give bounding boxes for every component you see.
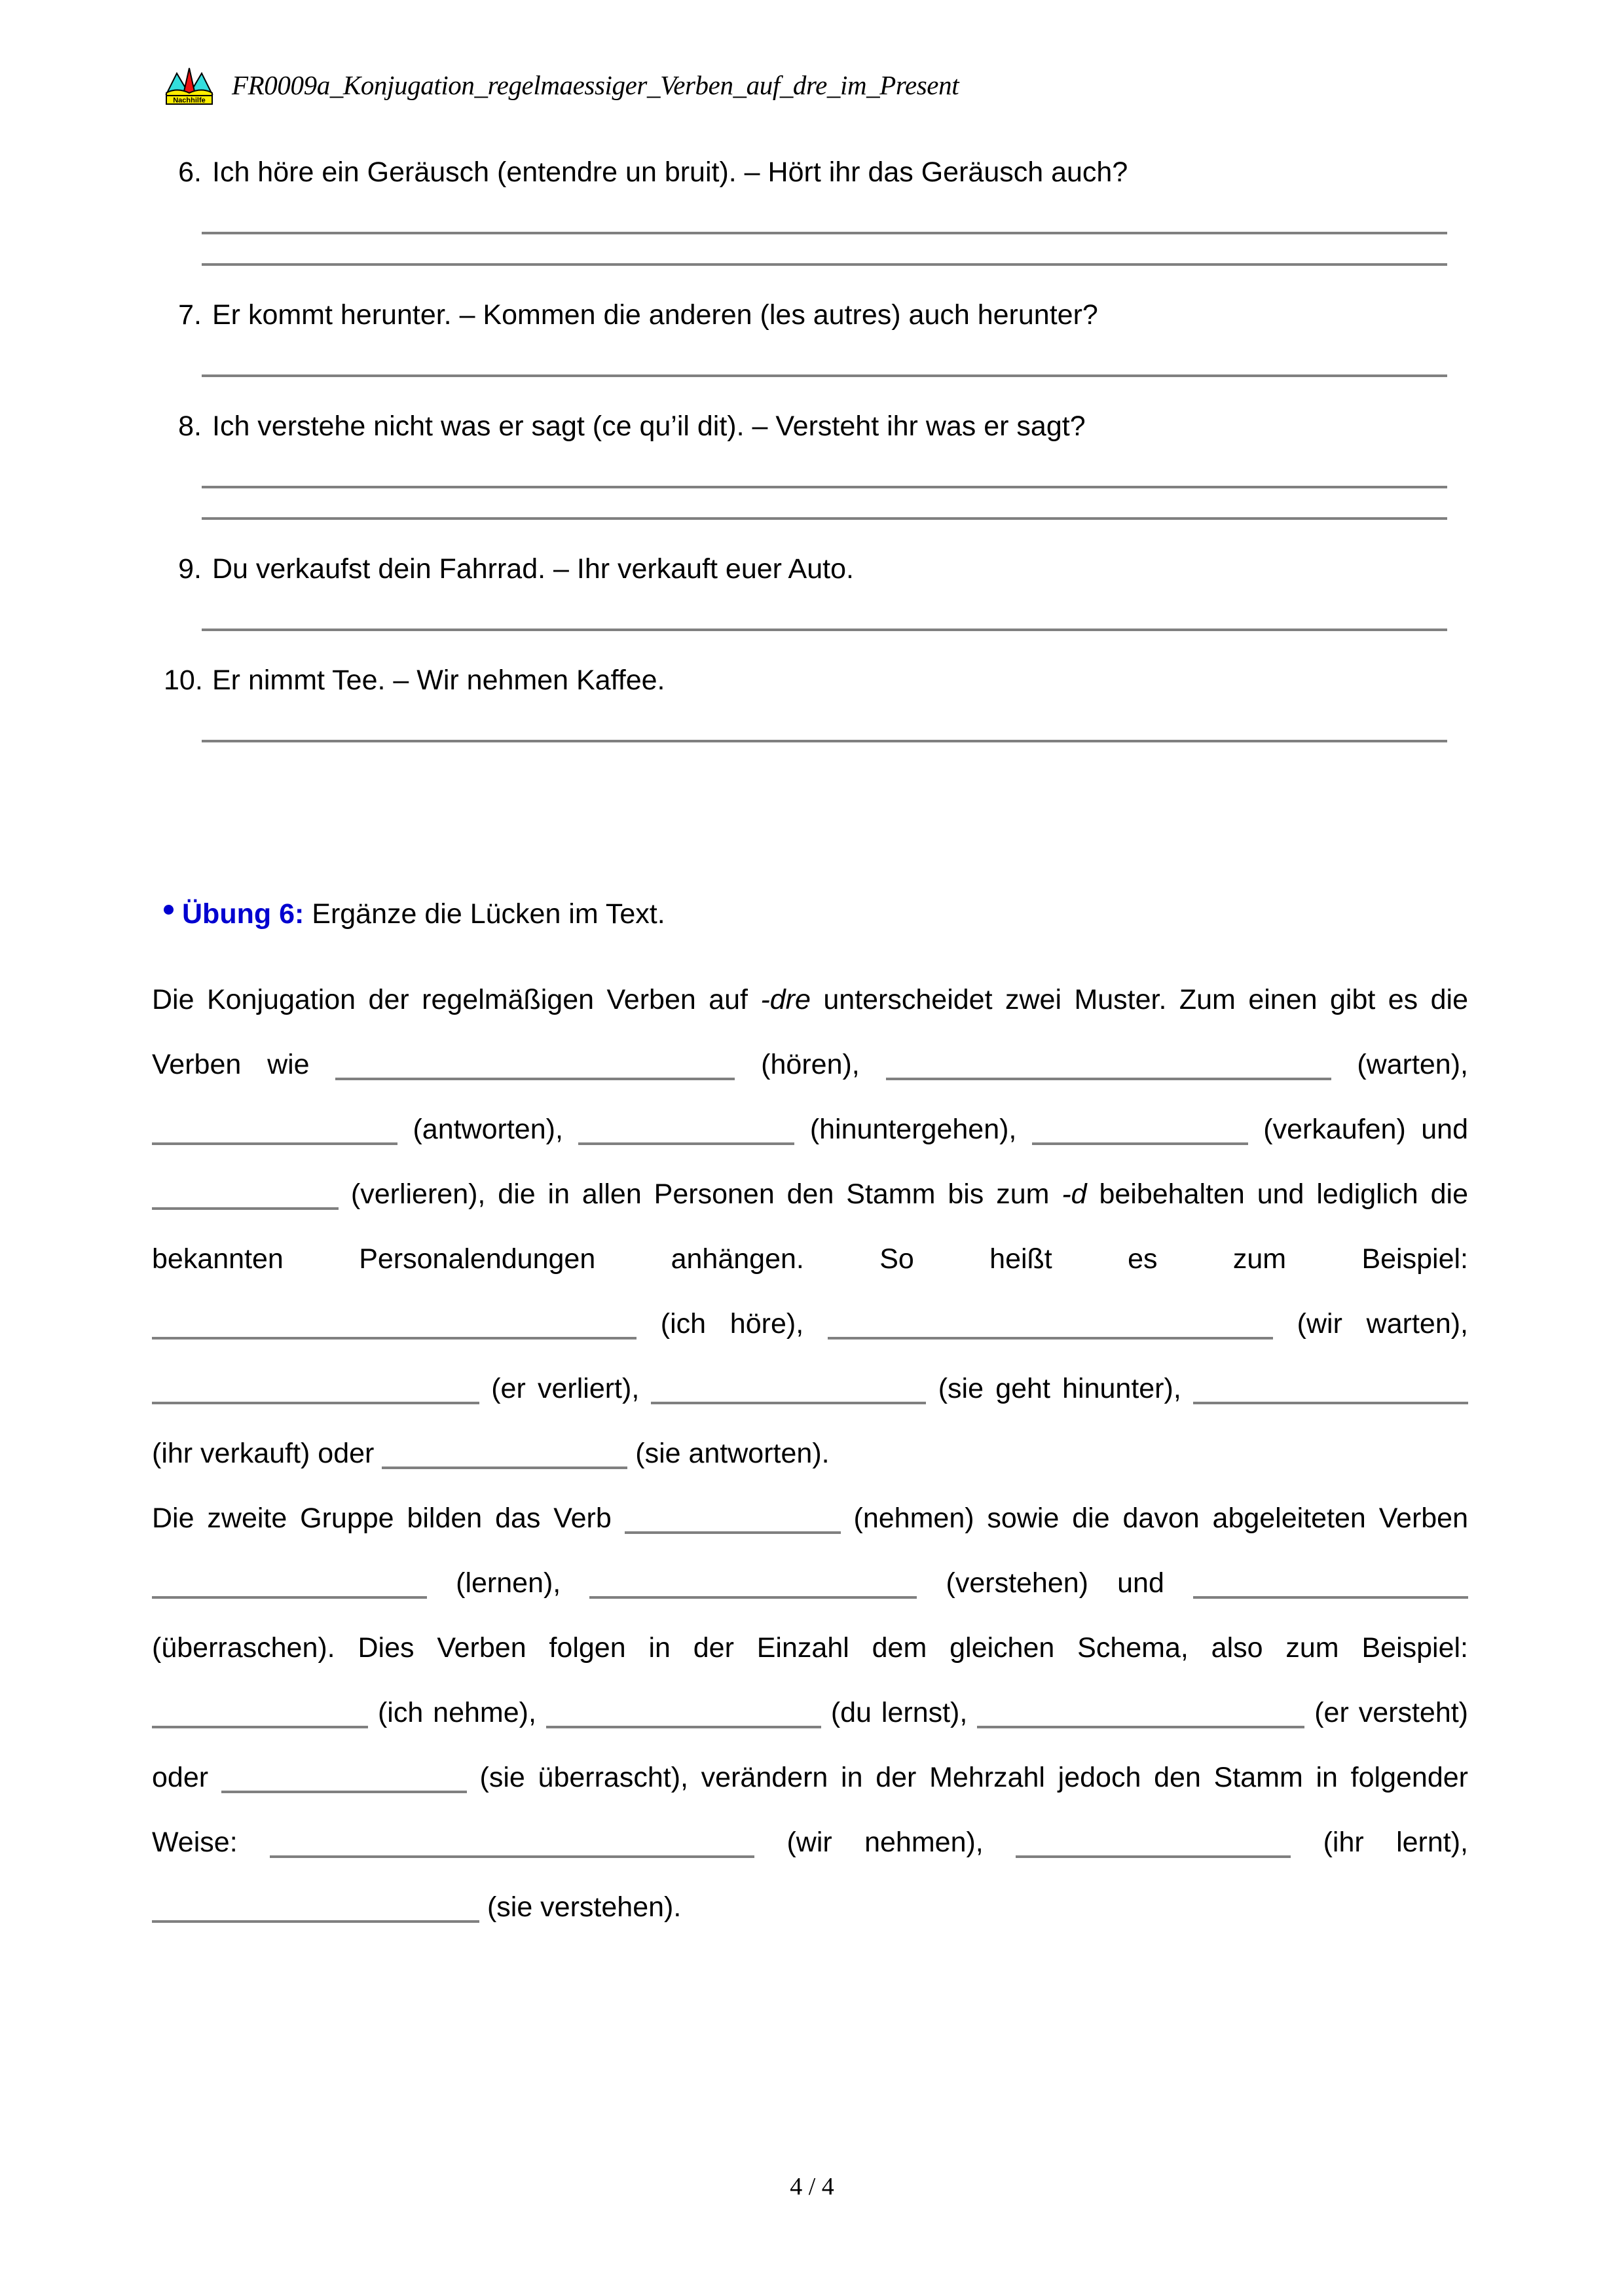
text-run: (er verliert), — [479, 1373, 652, 1404]
exercise-heading — [164, 896, 665, 932]
item-text: Er nimmt Tee. – Wir nehmen Kaffee. — [212, 665, 665, 696]
text-run: (sie verstehen). — [479, 1891, 682, 1923]
text-run: (hören), — [735, 1049, 886, 1080]
text-run: (ihr verkauft) oder — [152, 1438, 382, 1469]
item-number: 10. — [164, 665, 203, 696]
blank-field[interactable] — [382, 1444, 627, 1469]
text-run: (ihr lernt), — [1291, 1827, 1468, 1858]
list-item — [164, 406, 1467, 446]
blank-field[interactable] — [221, 1768, 467, 1793]
text-run: (wir nehmen), — [754, 1827, 1016, 1858]
text-run: (du lernst), — [821, 1697, 978, 1728]
text-run: Die Konjugation der regelmäßigen Verben auf — [152, 984, 761, 1015]
blank-field[interactable] — [152, 1574, 427, 1599]
exercise-label: Übung 6: — [182, 898, 304, 930]
text-run: (verstehen) und — [917, 1567, 1194, 1599]
svg-text:Nachhilfe: Nachhilfe — [173, 96, 206, 105]
item-text: Er kommt herunter. – Kommen die anderen (les autres) auch herunter? — [212, 299, 1098, 331]
blank-field[interactable] — [152, 1898, 479, 1923]
list-item — [164, 549, 1467, 589]
text-run: (sie überrascht), verändern in der Mehrzahl jedoch den Stamm in folgender Weise: — [152, 1762, 1468, 1858]
blank-field[interactable] — [152, 1185, 339, 1210]
page-header — [164, 64, 959, 106]
blank-field[interactable] — [1016, 1833, 1291, 1858]
blank-field[interactable] — [589, 1574, 917, 1599]
text-run: (lernen), — [427, 1567, 590, 1599]
page-footer: 4 / 4 — [790, 2173, 834, 2200]
blank-field[interactable] — [152, 1120, 397, 1145]
gap-fill-text — [152, 968, 1468, 1940]
item-text: Du verkaufst dein Fahrrad. – Ihr verkauft euer Auto. — [212, 553, 854, 585]
text-run: (sie antworten). — [627, 1438, 830, 1469]
text-run: (wir warten), — [1272, 1308, 1468, 1339]
text-run: (warten), — [1331, 1049, 1468, 1080]
item-number: 7. — [178, 299, 202, 331]
blank-field[interactable] — [828, 1315, 1273, 1339]
blank-field[interactable] — [578, 1120, 794, 1145]
exercise-instruction — [304, 898, 312, 930]
text-run: (ich höre), — [637, 1308, 828, 1339]
italic-dre: -dre — [760, 984, 811, 1015]
blank-field[interactable] — [152, 1704, 368, 1728]
blank-field[interactable] — [977, 1704, 1304, 1728]
item-text: Ich verstehe nicht was er sagt (ce qu’il dit). – Versteht ihr was er sagt? — [212, 410, 1086, 442]
list-item — [164, 295, 1467, 335]
blank-field[interactable] — [1032, 1120, 1248, 1145]
blank-field[interactable] — [651, 1379, 926, 1404]
text-run: (nehmen) sowie die davon abgeleiteten Verben — [840, 1503, 1469, 1534]
item-text: Ich höre ein Geräusch (entendre un bruit). – Hört ihr das Geräusch auch? — [212, 156, 1128, 188]
blank-field[interactable] — [152, 1315, 637, 1339]
document-title: FR0009a_Konjugation_regelmaessiger_Verben_auf_dre_im_Present — [232, 70, 959, 100]
blank-field[interactable] — [270, 1833, 754, 1858]
text-run: (verlieren), die in allen Personen den Stamm bis zum — [339, 1178, 1062, 1210]
exercise-instruction-text: Ergänze die Lücken im Text. — [312, 898, 665, 930]
text-run: (antworten), — [397, 1114, 579, 1145]
text-run: beibehalten und lediglich die bekannten Personalendungen anhängen. So heißt es zum Beispiel: — [152, 1178, 1469, 1275]
italic-d: -d — [1061, 1178, 1087, 1210]
item-number: 8. — [178, 410, 202, 442]
blank-field[interactable] — [1193, 1574, 1468, 1599]
blank-field[interactable] — [335, 1055, 735, 1080]
exercise-item-list — [164, 152, 1467, 742]
text-run: (verkaufen) und — [1247, 1114, 1468, 1145]
paragraph-1 — [152, 968, 1468, 1486]
paragraph-2 — [152, 1486, 1468, 1940]
list-item — [164, 152, 1467, 192]
text-run: (überraschen). Dies Verben folgen in der Einzahl dem gleichen Schema, also zum Beispiel: — [152, 1632, 1468, 1664]
text-run: (er versteht) oder — [152, 1697, 1468, 1793]
answer-line[interactable] — [202, 740, 1447, 742]
blank-field[interactable] — [152, 1379, 479, 1404]
text-run: (sie geht hinunter), — [926, 1373, 1193, 1404]
text-run: (ich nehme), — [368, 1697, 546, 1728]
blank-field[interactable] — [625, 1509, 841, 1534]
text-run: Die zweite Gruppe bilden das Verb — [152, 1503, 625, 1534]
blank-field[interactable] — [1193, 1379, 1468, 1404]
blank-field[interactable] — [886, 1055, 1331, 1080]
item-number: 9. — [178, 553, 202, 585]
text-run: (hinuntergehen), — [794, 1114, 1032, 1145]
item-number: 6. — [178, 156, 202, 188]
list-item — [164, 660, 1467, 701]
bullet-icon — [164, 905, 174, 915]
blank-field[interactable] — [546, 1704, 821, 1728]
nachhilfe-logo-icon — [164, 64, 215, 106]
text-run: unterscheidet zwei Muster. Zum einen gibt es die Verben wie — [152, 984, 1468, 1080]
